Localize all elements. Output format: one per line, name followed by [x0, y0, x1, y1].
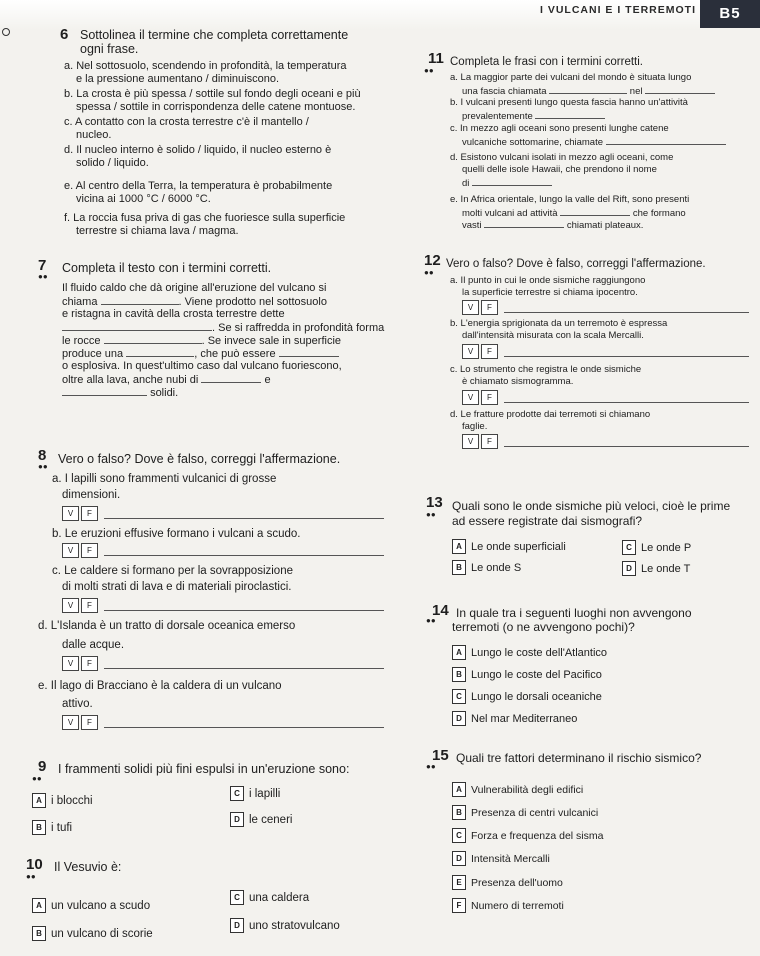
- ex10-option-a[interactable]: [32, 898, 150, 913]
- option-letter: C: [230, 890, 244, 905]
- false-checkbox[interactable]: F: [81, 506, 98, 521]
- ex8-item-a-cont: dimensioni.: [62, 489, 121, 501]
- ex7-blank-2[interactable]: [62, 321, 212, 331]
- exercise-6-title-cont: ogni frase.: [80, 42, 139, 56]
- exercise-14-title: In quale tra i seguenti luoghi non avvengono: [456, 606, 692, 620]
- ex11-item-b-text: prevalentemente: [462, 111, 533, 122]
- option-text: Numero di terremoti: [471, 899, 564, 912]
- false-checkbox[interactable]: F: [481, 300, 498, 315]
- option-text: Le onde P: [641, 541, 692, 554]
- exercise-10-number: 10: [26, 856, 43, 873]
- exercise-13-number: 13: [426, 494, 443, 511]
- ex12-item-d-cont: faglie.: [462, 421, 488, 432]
- ex11-blank-b[interactable]: [535, 109, 605, 119]
- true-checkbox[interactable]: V: [462, 434, 479, 449]
- ex7-line-5-start: le rocce: [62, 335, 101, 347]
- difficulty-dots-icon: ●●: [426, 510, 436, 519]
- ex7-blank-5[interactable]: [279, 347, 339, 357]
- ex8-d-vf: [62, 656, 384, 671]
- exercise-9-number: 9: [38, 758, 47, 775]
- ex7-blank-1[interactable]: [101, 295, 179, 305]
- ex7-line-8-start: oltre alla lava, anche nubi di: [62, 374, 199, 386]
- exercise-7-number: 7: [38, 257, 47, 274]
- ex7-line-6-start: produce una: [62, 348, 124, 360]
- ex11-item-a-cont: [462, 84, 715, 97]
- exercise-10-title: Il Vesuvio è:: [54, 860, 122, 874]
- ex7-blank-6[interactable]: [201, 373, 261, 383]
- ex13-option-d[interactable]: [622, 561, 690, 576]
- option-letter: B: [32, 926, 46, 941]
- option-text: le ceneri: [249, 813, 293, 826]
- ex13-option-a[interactable]: [452, 539, 566, 554]
- ex8-a-vf: [62, 506, 384, 521]
- difficulty-dots-icon: ●●: [426, 616, 436, 625]
- ex11-blank-e2[interactable]: [484, 218, 564, 228]
- exercise-8-title: Vero o falso? Dove è falso, correggi l'affermazione.: [58, 452, 341, 466]
- false-checkbox[interactable]: F: [481, 434, 498, 449]
- ex11-item-d-cont2: [462, 176, 552, 189]
- ex11-item-d-cont: quelli delle isole Hawaii, che prendono il nome: [462, 164, 657, 175]
- option-text: Lungo le coste del Pacifico: [471, 668, 602, 681]
- exercise-12-number: 12: [424, 252, 441, 269]
- option-text: Intensità Mercalli: [471, 852, 550, 865]
- correction-line[interactable]: [104, 509, 384, 519]
- option-letter: A: [32, 793, 46, 808]
- option-text: Le onde T: [641, 562, 691, 575]
- ex10-option-b[interactable]: [32, 926, 153, 941]
- ex12-item-b: b. L'energia sprigionata da un terremoto è espressa: [450, 318, 668, 329]
- ex7-line-4-end: . Se si raffredda in profondità forma: [212, 322, 385, 334]
- ex7-line-2: [62, 295, 327, 309]
- true-checkbox[interactable]: V: [62, 543, 79, 558]
- option-letter: B: [32, 820, 46, 835]
- false-checkbox[interactable]: F: [81, 715, 98, 730]
- option-letter: D: [452, 711, 466, 726]
- true-checkbox[interactable]: V: [62, 715, 79, 730]
- exercise-14-title-cont: terremoti (o ne avvengono pochi)?: [452, 620, 635, 634]
- option-text: Presenza di centri vulcanici: [471, 806, 599, 819]
- exercise-6-number: 6: [60, 26, 69, 43]
- ex8-item-a: a. I lapilli sono frammenti vulcanici di grosse: [52, 473, 277, 485]
- false-checkbox[interactable]: F: [481, 390, 498, 405]
- ex11-item-e-text4: chiamati plateaux.: [566, 220, 644, 231]
- difficulty-dots-icon: ●●: [426, 762, 436, 771]
- false-checkbox[interactable]: F: [481, 344, 498, 359]
- option-text: Lungo le coste dell'Atlantico: [471, 646, 608, 659]
- option-text: Vulnerabilità degli edifici: [471, 783, 584, 796]
- correction-line[interactable]: [504, 393, 749, 403]
- option-text: i lapilli: [249, 787, 281, 800]
- ex12-item-c-cont: è chiamato sismogramma.: [462, 376, 574, 387]
- correction-line[interactable]: [104, 659, 384, 669]
- ex7-line-2-start: chiama: [62, 296, 98, 308]
- ex8-item-d-cont: dalle acque.: [62, 639, 125, 651]
- option-letter: B: [452, 560, 466, 575]
- ex8-b-vf: [62, 543, 384, 558]
- correction-line[interactable]: [504, 347, 749, 357]
- ex7-line-3: e ristagna in cavità della crosta terrestre dette: [62, 308, 285, 320]
- ex6-item-f-cont[interactable]: terrestre si chiama lava / magma.: [76, 225, 239, 237]
- option-letter: C: [452, 689, 466, 704]
- option-letter: F: [452, 898, 466, 913]
- difficulty-dots-icon: ●●: [38, 272, 48, 281]
- ex11-blank-e1[interactable]: [560, 206, 630, 216]
- option-text: Lungo le dorsali oceaniche: [471, 690, 602, 703]
- ex11-item-c-cont: [462, 135, 726, 148]
- ex15-option-d[interactable]: [452, 851, 550, 866]
- ex14-option-d[interactable]: [452, 711, 577, 726]
- ex15-option-a[interactable]: [452, 782, 583, 797]
- exercise-15-number: 15: [432, 747, 449, 764]
- option-letter: A: [452, 645, 466, 660]
- ex14-option-b[interactable]: [452, 667, 602, 682]
- ex12-a-vf: [462, 300, 749, 315]
- true-checkbox[interactable]: V: [62, 506, 79, 521]
- exercise-14-number: 14: [432, 602, 449, 619]
- ex11-item-e-text: molti vulcani ad attività: [462, 208, 558, 219]
- ex11-item-b: b. I vulcani presenti lungo questa fascia hanno un'attività: [450, 97, 688, 108]
- ex12-c-vf: [462, 390, 749, 405]
- ex6-item-e[interactable]: e. Al centro della Terra, la temperatura è probabilmente: [64, 180, 333, 192]
- ex11-item-d: d. Esistono vulcani isolati in mezzo agli oceani, come: [450, 152, 674, 163]
- exercise-8-number: 8: [38, 447, 47, 464]
- difficulty-dots-icon: ●●: [424, 268, 434, 277]
- correction-line[interactable]: [104, 546, 384, 556]
- option-letter: D: [230, 812, 244, 827]
- ex7-blank-7[interactable]: [62, 386, 147, 396]
- ex9-option-c[interactable]: [230, 786, 280, 801]
- option-letter: C: [230, 786, 244, 801]
- false-checkbox[interactable]: F: [81, 656, 98, 671]
- option-letter: D: [622, 561, 636, 576]
- difficulty-dots-icon: ●●: [32, 774, 42, 783]
- option-letter: D: [230, 918, 244, 933]
- ex6-item-a[interactable]: a. Nel sottosuolo, scendendo in profondità, la temperatura: [64, 60, 347, 72]
- ex12-item-a-cont: la superficie terrestre si chiama ipocentro.: [462, 287, 638, 298]
- ex11-item-e-text3: vasti: [462, 220, 482, 231]
- ex6-item-c-cont[interactable]: nucleo.: [76, 129, 112, 141]
- option-letter: C: [622, 540, 636, 555]
- option-text: un vulcano di scorie: [51, 927, 153, 940]
- ex11-item-a-end: nel: [629, 86, 643, 97]
- ex11-blank-a2[interactable]: [645, 84, 715, 94]
- ex8-item-e-cont: attivo.: [62, 698, 93, 710]
- ex11-item-e-text2: che formano: [632, 208, 686, 219]
- ex9-option-b[interactable]: [32, 820, 72, 835]
- option-text: Presenza dell'uomo: [471, 876, 563, 889]
- difficulty-dots-icon: ●●: [26, 872, 36, 881]
- ex11-item-d-text: di: [462, 178, 470, 189]
- ex12-d-vf: [462, 434, 749, 449]
- ex12-item-d: d. Le fratture prodotte dai terremoti si chiamano: [450, 409, 651, 420]
- ex6-item-b-cont[interactable]: spessa / sottile in corrispondenza delle catene montuose.: [76, 101, 356, 113]
- ex15-option-e[interactable]: [452, 875, 563, 890]
- false-checkbox[interactable]: F: [81, 598, 98, 613]
- ex15-option-f[interactable]: [452, 898, 564, 913]
- option-letter: E: [452, 875, 466, 890]
- chapter-code: B5: [700, 0, 760, 28]
- ex7-line-8-end: e: [264, 374, 271, 386]
- difficulty-dots-icon: ●●: [38, 462, 48, 471]
- option-letter: D: [452, 851, 466, 866]
- ex8-item-d: d. L'Islanda è un tratto di dorsale oceanica emerso: [38, 620, 296, 632]
- ex11-blank-d[interactable]: [472, 176, 552, 186]
- ex11-item-c-text: vulcaniche sottomarine, chiamate: [462, 137, 603, 148]
- ex7-blank-4[interactable]: [126, 347, 194, 357]
- ex7-line-7: o esplosiva. In quest'ultimo caso dal vulcano fuoriescono,: [62, 360, 342, 372]
- exercise-15-title: Quali tre fattori determinano il rischio sismico?: [456, 751, 702, 765]
- ex10-option-c[interactable]: [230, 890, 309, 905]
- ex14-option-a[interactable]: [452, 645, 607, 660]
- false-checkbox[interactable]: F: [81, 543, 98, 558]
- correction-line[interactable]: [104, 718, 384, 728]
- ex8-item-c-cont: di molti strati di lava e di materiali piroclastici.: [62, 581, 292, 593]
- option-text: Le onde S: [471, 561, 522, 574]
- option-text: Le onde superficiali: [471, 540, 566, 553]
- exercise-12-title: Vero o falso? Dove è falso, correggi l'affermazione.: [446, 258, 706, 270]
- ex13-option-b[interactable]: [452, 560, 521, 575]
- ex8-item-b: b. Le eruzioni effusive formano i vulcani a scudo.: [52, 528, 301, 540]
- ex13-option-c[interactable]: [622, 540, 691, 555]
- ex7-line-2-end: . Viene prodotto nel sottosuolo: [178, 296, 327, 308]
- option-letter: B: [452, 805, 466, 820]
- ex12-item-c: c. Lo strumento che registra le onde sismiche: [450, 364, 642, 375]
- correction-line[interactable]: [104, 601, 384, 611]
- ex11-item-a-text: una fascia chiamata: [462, 86, 547, 97]
- ex15-option-c[interactable]: [452, 828, 603, 843]
- option-text: un vulcano a scudo: [51, 899, 151, 912]
- option-text: i blocchi: [51, 794, 93, 807]
- binder-hole-icon: [2, 28, 10, 36]
- ex11-item-e-cont2: [462, 218, 643, 231]
- ex6-item-a-cont[interactable]: e la pressione aumentano / diminuiscono.: [76, 73, 280, 85]
- ex14-option-c[interactable]: [452, 689, 602, 704]
- ex6-item-f[interactable]: f. La roccia fusa priva di gas che fuoriesce sulla superficie: [64, 212, 346, 224]
- ex6-item-e-cont[interactable]: vicina ai 1000 °C / 6000 °C.: [76, 193, 211, 205]
- ex12-item-b-cont: dall'intensità misurata con la scala Mercalli.: [462, 330, 644, 341]
- correction-line[interactable]: [504, 437, 749, 447]
- ex7-line-5-end: . Se invece sale in superficie: [201, 335, 342, 347]
- ex6-item-c[interactable]: c. A contatto con la crosta terrestre c'è il mantello /: [64, 116, 309, 128]
- option-letter: B: [452, 667, 466, 682]
- ex15-option-b[interactable]: [452, 805, 598, 820]
- exercise-6-title: Sottolinea il termine che completa correttamente: [80, 28, 349, 42]
- ex6-item-d-cont[interactable]: solido / liquido.: [76, 157, 149, 169]
- ex8-e-vf: [62, 715, 384, 730]
- option-letter: A: [32, 898, 46, 913]
- exercise-11-number: 11: [428, 50, 444, 67]
- ex12-b-vf: [462, 344, 749, 359]
- difficulty-dots-icon: ●●: [424, 66, 434, 75]
- ex11-blank-a1[interactable]: [549, 84, 627, 94]
- exercise-7-title: Completa il testo con i termini corretti.: [62, 261, 272, 275]
- ex8-item-e: e. Il lago di Bracciano è la caldera di un vulcano: [38, 680, 282, 692]
- option-letter: A: [452, 782, 466, 797]
- chapter-title: I VULCANI E I TERREMOTI: [539, 4, 696, 16]
- option-letter: C: [452, 828, 466, 843]
- true-checkbox[interactable]: V: [462, 390, 479, 405]
- ex7-line-5: [62, 334, 341, 348]
- ex9-option-d[interactable]: [230, 812, 292, 827]
- ex11-blank-c[interactable]: [606, 135, 726, 145]
- ex6-item-b[interactable]: b. La crosta è più spessa / sottile sul fondo degli oceani e più: [64, 88, 361, 100]
- ex11-item-c: c. In mezzo agli oceani sono presenti lunghe catene: [450, 123, 669, 134]
- option-letter: A: [452, 539, 466, 554]
- exercise-9-title: I frammenti solidi più fini espulsi in un'eruzione sono:: [58, 762, 350, 776]
- correction-line[interactable]: [504, 303, 749, 313]
- ex12-item-a: a. Il punto in cui le onde sismiche raggiungono: [450, 275, 646, 286]
- ex6-item-d[interactable]: d. Il nucleo interno è solido / liquido, il nucleo esterno è: [64, 144, 332, 156]
- ex7-blank-3[interactable]: [104, 334, 202, 344]
- true-checkbox[interactable]: V: [462, 300, 479, 315]
- ex8-item-c: c. Le caldere si formano per la sovrapposizione: [52, 565, 293, 577]
- ex7-line-9-end: solidi.: [150, 387, 179, 399]
- ex7-line-8: [62, 373, 271, 387]
- ex11-item-b-cont: [462, 109, 605, 122]
- ex8-c-vf: [62, 598, 384, 613]
- true-checkbox[interactable]: V: [462, 344, 479, 359]
- ex11-item-e: e. In Africa orientale, lungo la valle del Rift, sono presenti: [450, 194, 690, 205]
- option-text: uno stratovulcano: [249, 919, 340, 932]
- ex7-line-6: [62, 347, 339, 361]
- ex7-line-9: [62, 386, 178, 400]
- exercise-11-title: Completa le frasi con i termini corretti.: [450, 56, 644, 68]
- option-text: Nel mar Mediterraneo: [471, 712, 578, 725]
- ex7-line-6-end: , che può essere: [194, 348, 276, 360]
- ex7-line-4: [62, 321, 384, 335]
- option-text: una caldera: [249, 891, 310, 904]
- exercise-13-title: Quali sono le onde sismiche più veloci, cioè le prime: [452, 499, 731, 513]
- option-text: i tufi: [51, 821, 73, 834]
- true-checkbox[interactable]: V: [62, 656, 79, 671]
- option-text: Forza e frequenza del sisma: [471, 829, 604, 842]
- ex11-item-a: a. La maggior parte dei vulcani del mondo è situata lungo: [450, 72, 692, 83]
- ex7-line-1: Il fluido caldo che dà origine all'eruzione del vulcano si: [62, 282, 327, 294]
- ex10-option-d[interactable]: [230, 918, 340, 933]
- ex9-option-a[interactable]: [32, 793, 93, 808]
- true-checkbox[interactable]: V: [62, 598, 79, 613]
- exercise-13-title-cont: ad essere registrate dai sismografi?: [452, 514, 643, 528]
